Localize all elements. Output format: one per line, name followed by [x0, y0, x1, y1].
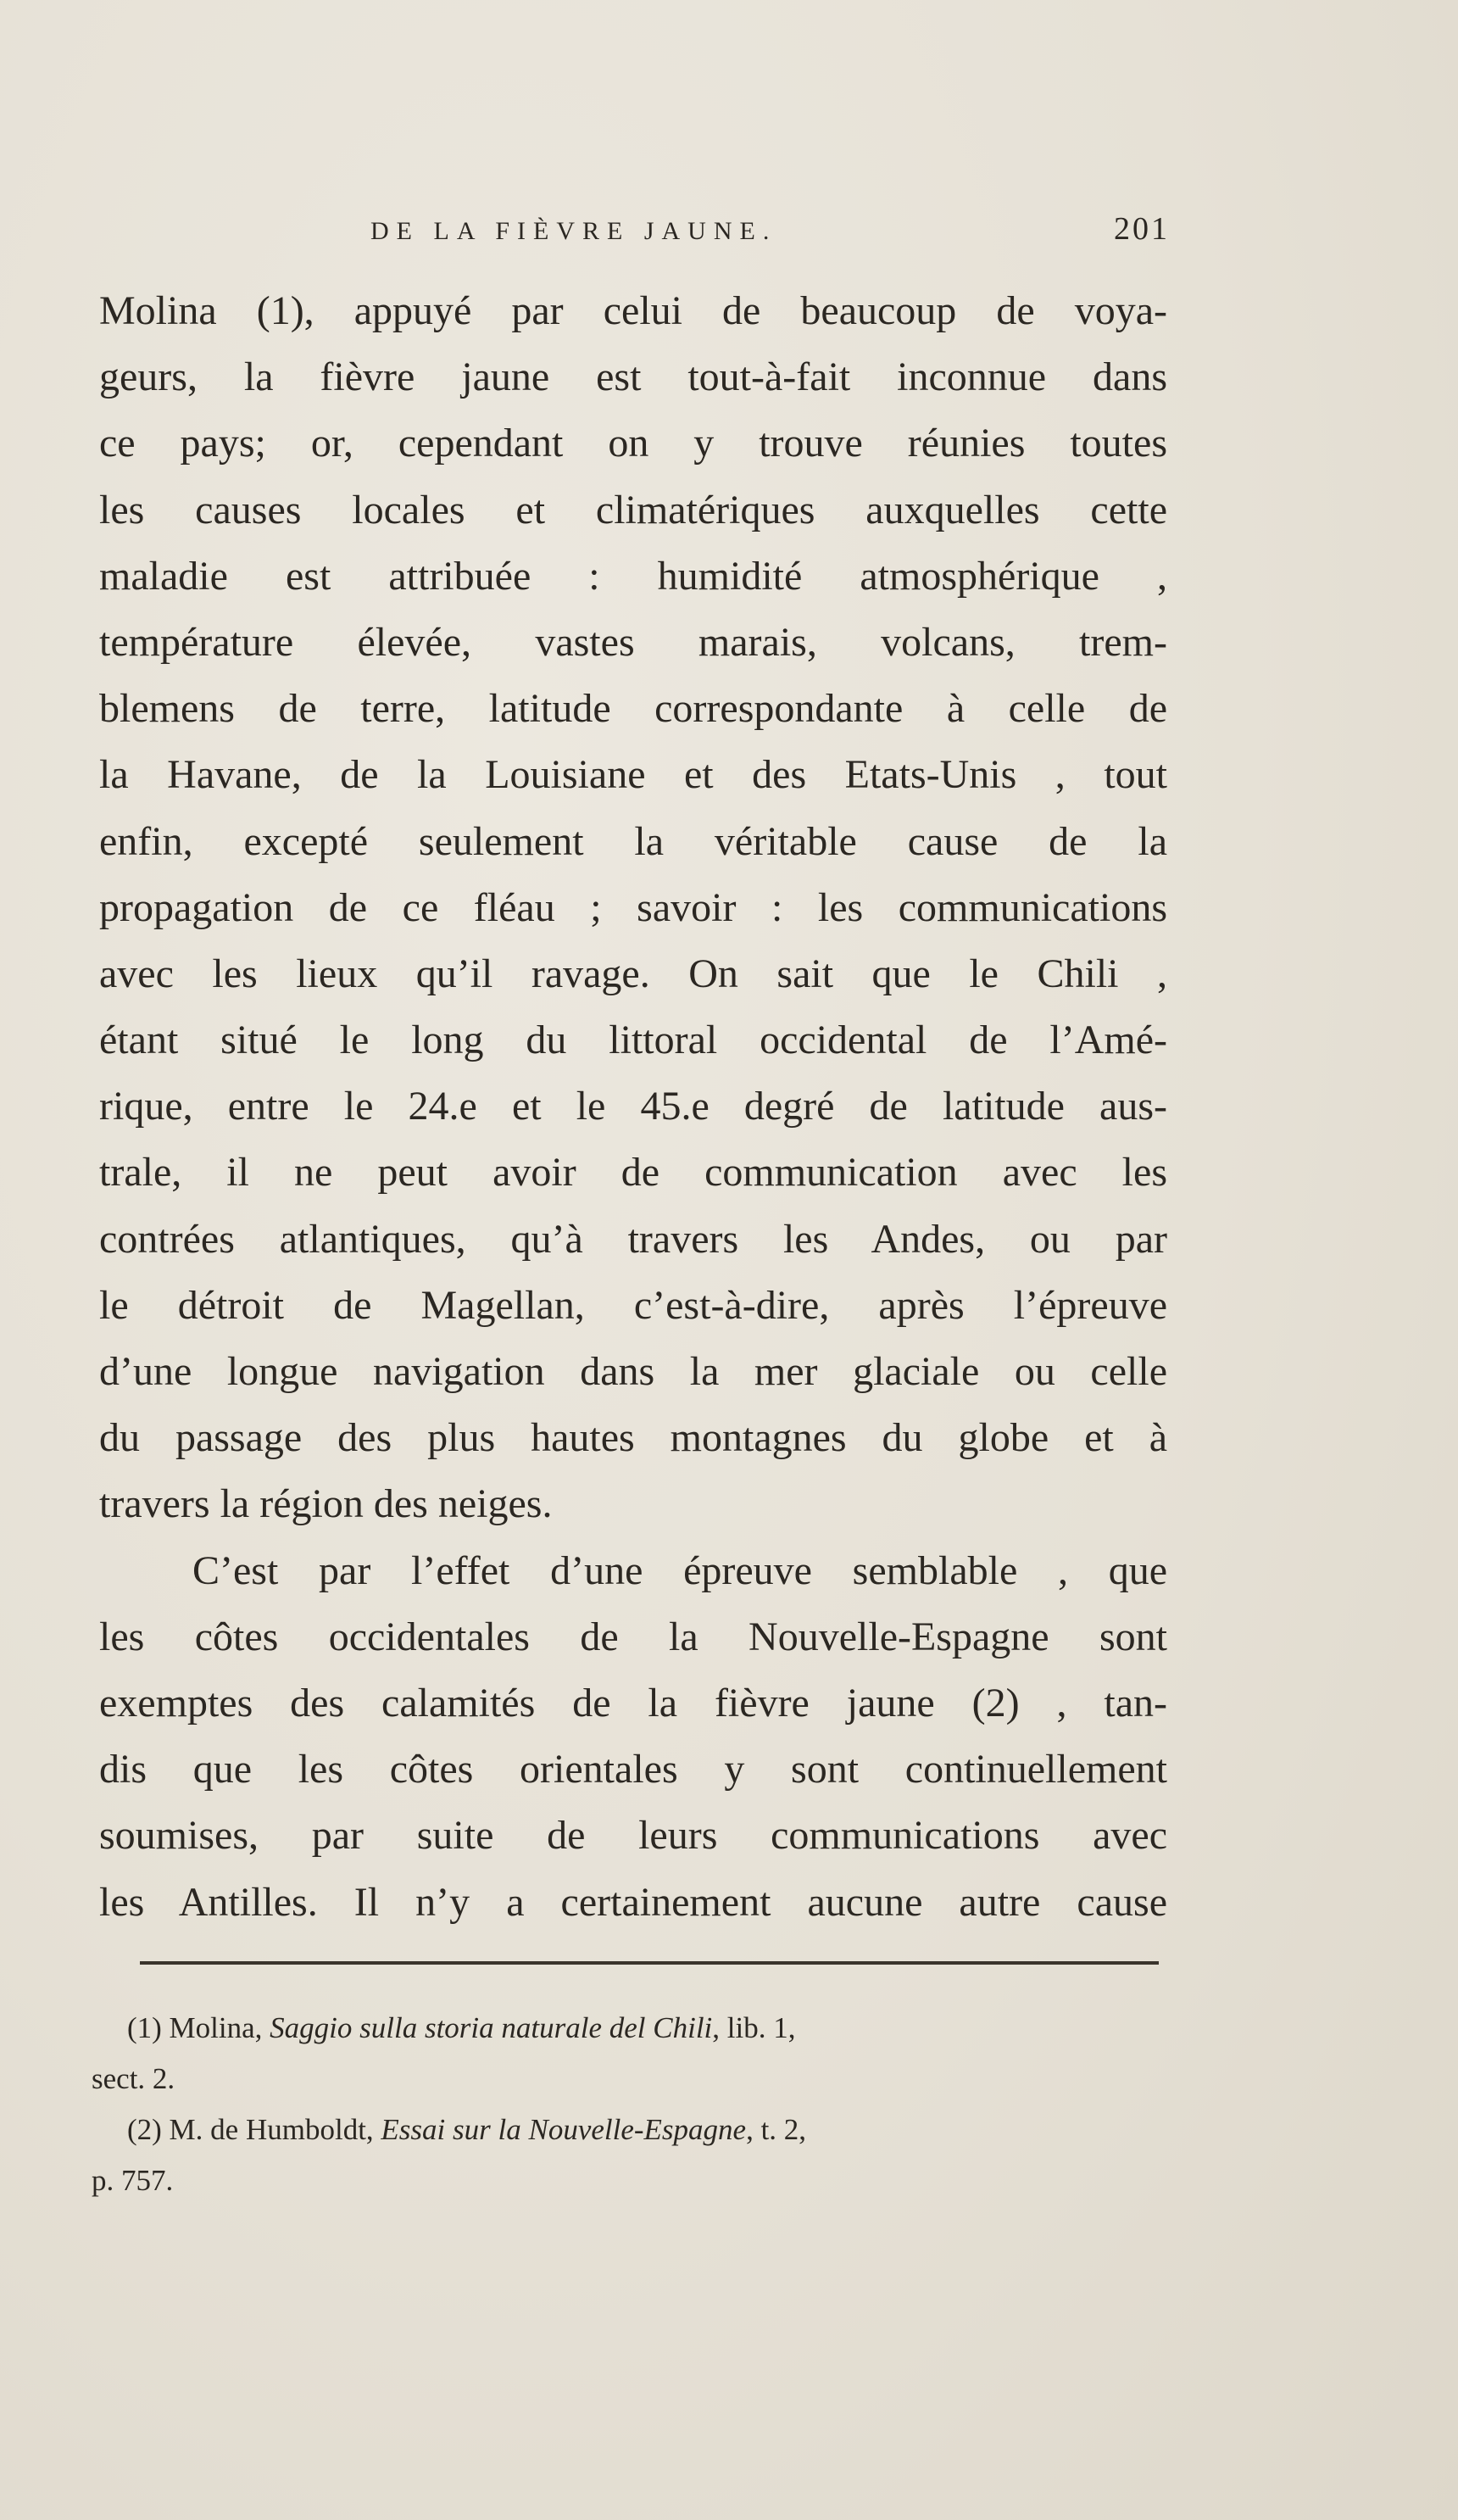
footnote-2-marker: (2) M. de Humboldt, [127, 2113, 374, 2146]
footnote-1 [92, 2003, 1168, 2054]
text-line: avec les lieux qu’il ravage. On sait que le Chili , [99, 951, 1167, 996]
footnote-1-marker: (1) Molina, [127, 2011, 263, 2044]
text-line: étant situé le long du littoral occidental de l’Amé- [99, 1017, 1167, 1063]
text-line: rique, entre le 24.e et le 45.e degré de latitude aus- [99, 1084, 1167, 1129]
footnote-2 [92, 2105, 1168, 2155]
text-line: contrées atlantiques, qu’à travers les Andes, ou par [99, 1216, 1167, 1262]
text-line: du passage des plus hautes montagnes du globe et à [99, 1415, 1167, 1461]
text-line: les causes locales et climatériques auxquelles cette [99, 487, 1167, 532]
text-line: la Havane, de la Louisiane et des Etats-Unis , tout [99, 752, 1167, 798]
footnote-divider [140, 1961, 1159, 1965]
footnote-2-title: Essai sur la Nouvelle-Espagne [381, 2113, 747, 2146]
text-line: C’est par l’effet d’une épreuve semblable , que [192, 1547, 1167, 1593]
text-line: les côtes occidentales de la Nouvelle-Espagne sont [99, 1614, 1167, 1659]
text-line: exemptes des calamités de la fièvre jaune (2) , tan- [99, 1680, 1167, 1726]
text-line: d’une longue navigation dans la mer glaciale ou celle [99, 1349, 1167, 1394]
page-header [97, 207, 1170, 258]
footnotes [92, 2003, 1168, 2206]
footnote-2-continuation: p. 757. [92, 2164, 174, 2197]
text-line: propagation de ce fléau ; savoir : les communications [99, 884, 1167, 930]
text-line: maladie est attribuée : humidité atmosphérique , [99, 553, 1167, 599]
text-line: les Antilles. Il n’y a certainement aucune autre cause [99, 1879, 1167, 1925]
text-line: enfin, excepté seulement la véritable cause de la [99, 818, 1167, 864]
footnote-1-continuation: sect. 2. [92, 2062, 175, 2095]
text-line: ce pays; or, cependant on y trouve réunies toutes [99, 421, 1167, 466]
text-line: température élevée, vastes marais, volcans, trem- [99, 619, 1167, 665]
text-line: soumises, par suite de leurs communications avec [99, 1813, 1167, 1859]
running-title: DE LA FIÈVRE JAUNE. [370, 217, 777, 245]
text-line: blemens de terre, latitude correspondante à celle de [99, 686, 1167, 732]
text-line: geurs, la fièvre jaune est tout-à-fait inconnue dans [99, 354, 1167, 400]
text-line: travers la région des neiges. [99, 1481, 553, 1527]
text-line: trale, il ne peut avoir de communication avec les [99, 1150, 1167, 1196]
main-text [99, 278, 1167, 1936]
page-number: 201 [1114, 211, 1170, 247]
text-line: dis que les côtes orientales y sont continuellement [99, 1747, 1167, 1792]
footnote-1-title: Saggio sulla storia naturale del Chili [270, 2011, 713, 2044]
footnote-1-ref: , lib. 1, [712, 2011, 796, 2044]
footnote-2-ref: , t. 2, [746, 2113, 807, 2146]
text-line: Molina (1), appuyé par celui de beaucoup de voya- [99, 288, 1167, 333]
text-line: le détroit de Magellan, c’est-à-dire, après l’épreuve [99, 1282, 1167, 1328]
